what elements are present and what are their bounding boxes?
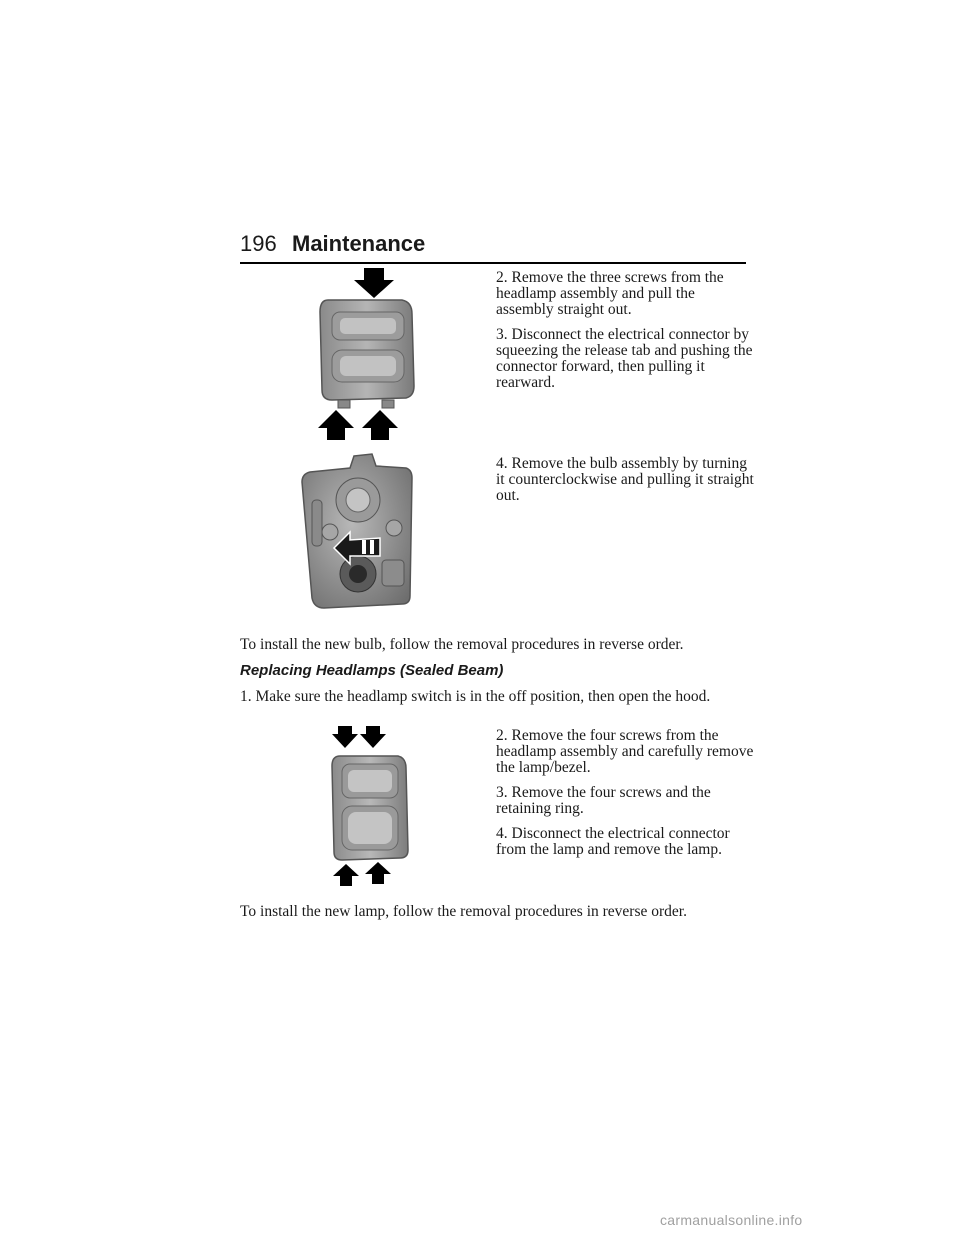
sealed-beam-step-3: 3. Remove the four screws and the retaining ring. [496, 784, 711, 817]
watermark: carmanualsonline.info [660, 1212, 803, 1228]
up-arrow-icon [362, 410, 398, 440]
steps-block-2 [496, 456, 756, 513]
steps-block-3 [496, 728, 756, 867]
install-bulb-note: To install the new bulb, follow the removal procedures in reverse order. [240, 636, 684, 653]
sealed-beam-step-4: 4. Disconnect the electrical connector from the lamp and remove the lamp. [496, 825, 730, 858]
sealed-beam-step-1: 1. Make sure the headlamp switch is in the off position, then open the hood. [240, 688, 711, 705]
up-arrow-icon [365, 862, 391, 884]
step-disconnect-connector: 3. Disconnect the electrical connector by squeezing the release tab and pushing the connector forward, then pulling it rearward. [496, 326, 753, 391]
down-arrow-icon [332, 726, 358, 748]
section-title: Maintenance [292, 231, 426, 256]
down-arrow-icon [354, 268, 394, 298]
sealed-beam-heading: Replacing Headlamps (Sealed Beam) [240, 662, 504, 679]
sealed-beam-figure [330, 726, 410, 886]
up-arrow-icon [333, 864, 359, 886]
up-arrow-icon [318, 410, 354, 440]
step-remove-bulb: 4. Remove the bulb assembly by turning it counterclockwise and pulling it straight out. [496, 455, 754, 504]
down-arrow-icon [360, 726, 386, 748]
steps-block-1 [496, 270, 756, 400]
step-remove-three-screws: 2. Remove the three screws from the headlamp assembly and pull the assembly straight out. [496, 269, 724, 318]
headlamp-assembly-figure [310, 268, 420, 440]
install-lamp-note: To install the new lamp, follow the removal procedures in reverse order. [240, 903, 687, 920]
page-number: 196 [240, 231, 277, 256]
bulb-removal-figure [296, 452, 416, 612]
sealed-beam-step-2: 2. Remove the four screws from the headlamp assembly and carefully remove the lamp/bezel. [496, 727, 754, 776]
page-header [240, 232, 746, 264]
